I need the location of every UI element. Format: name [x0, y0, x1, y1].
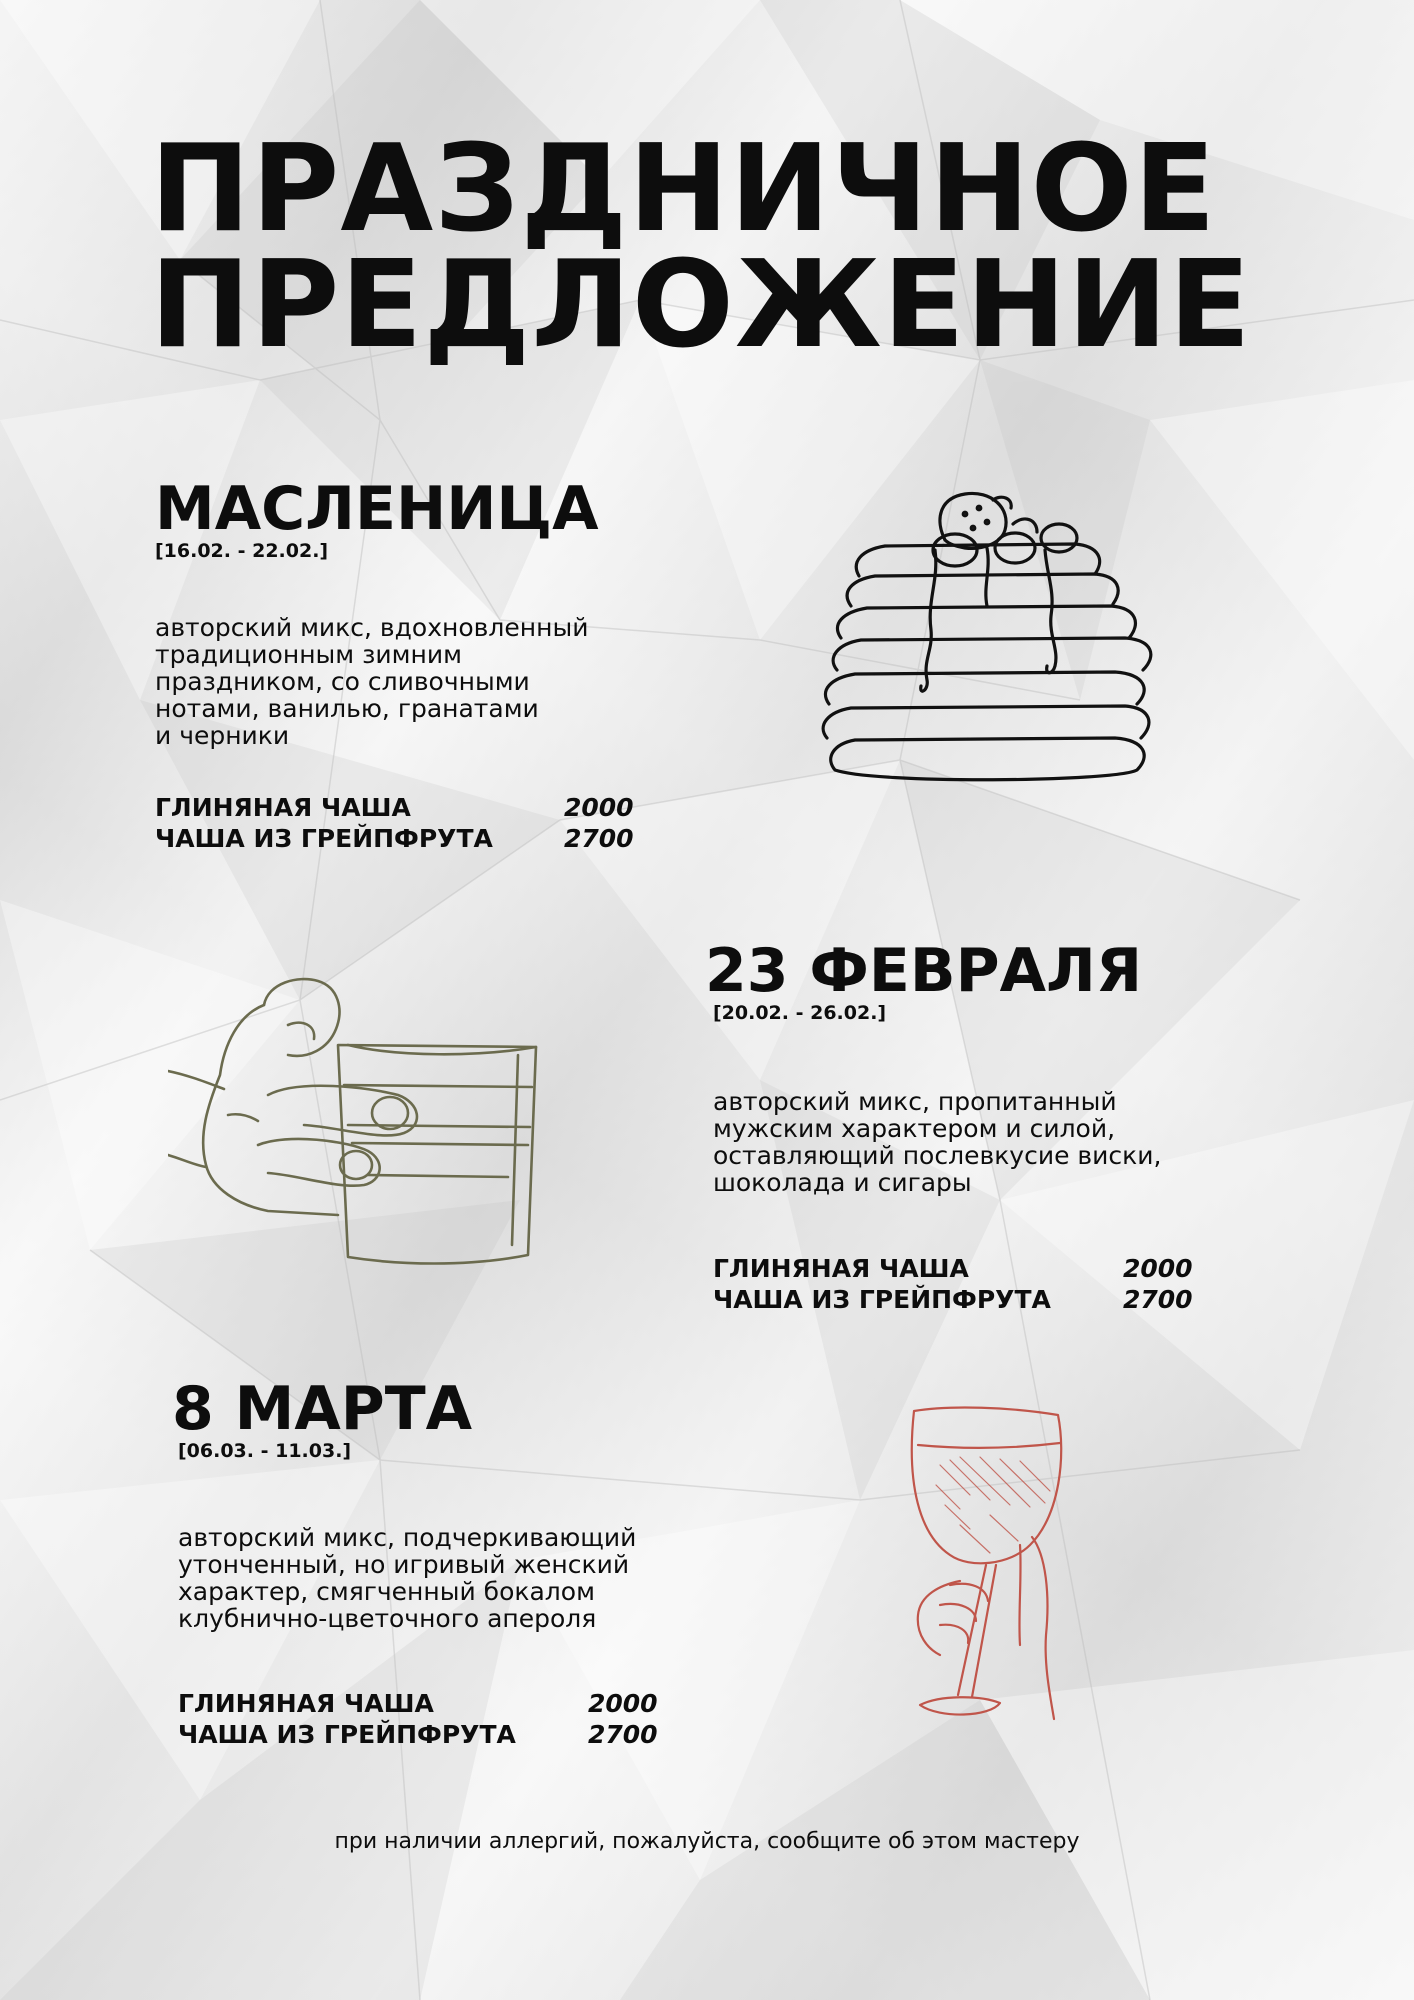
- price-name: ГЛИНЯНАЯ ЧАША: [178, 1689, 434, 1718]
- section-description: авторский микс, подчеркивающий утонченный, но игривый женский характер, смягченный бокалом клубнично-цветочного апероля: [178, 1523, 637, 1633]
- section-dates: [20.02. - 26.02.]: [713, 1002, 887, 1024]
- section-title: 8 МАРТА: [172, 1374, 473, 1444]
- price-value: 2000: [564, 793, 634, 822]
- price-value: 2000: [1123, 1254, 1193, 1283]
- price-value: 2700: [564, 824, 634, 853]
- price-name: ЧАША ИЗ ГРЕЙПФРУТА: [713, 1285, 1051, 1314]
- section-description: авторский микс, вдохновленный традиционным зимним праздником, со сливочными нотами, ванилью, гранатами и черники: [155, 613, 589, 750]
- allergy-note: при наличии аллергий, пожалуйста, сообщите об этом мастеру: [334, 1829, 1080, 1854]
- section-dates: [06.03. - 11.03.]: [178, 1440, 352, 1462]
- whisky-glass-hand-icon: [168, 975, 543, 1275]
- price-name: ГЛИНЯНАЯ ЧАША: [155, 793, 411, 822]
- page-title: ПРАЗДНИЧНОЕ ПРЕДЛОЖЕНИЕ: [150, 120, 1252, 375]
- price-name: ГЛИНЯНАЯ ЧАША: [713, 1254, 969, 1283]
- price-name: ЧАША ИЗ ГРЕЙПФРУТА: [155, 824, 493, 853]
- section-description: авторский микс, пропитанный мужским характером и силой, оставляющий послевкусие виски, шоколада и сигары: [713, 1087, 1162, 1197]
- section-title: 23 ФЕВРАЛЯ: [705, 936, 1143, 1006]
- wine-glass-hand-icon: [900, 1405, 1080, 1745]
- price-value: 2700: [1123, 1285, 1193, 1314]
- price-value: 2000: [588, 1689, 658, 1718]
- section-title: МАСЛЕНИЦА: [155, 474, 599, 544]
- price-name: ЧАША ИЗ ГРЕЙПФРУТА: [178, 1720, 516, 1749]
- section-dates: [16.02. - 22.02.]: [155, 540, 329, 562]
- pancakes-icon: [815, 490, 1175, 790]
- price-value: 2700: [588, 1720, 658, 1749]
